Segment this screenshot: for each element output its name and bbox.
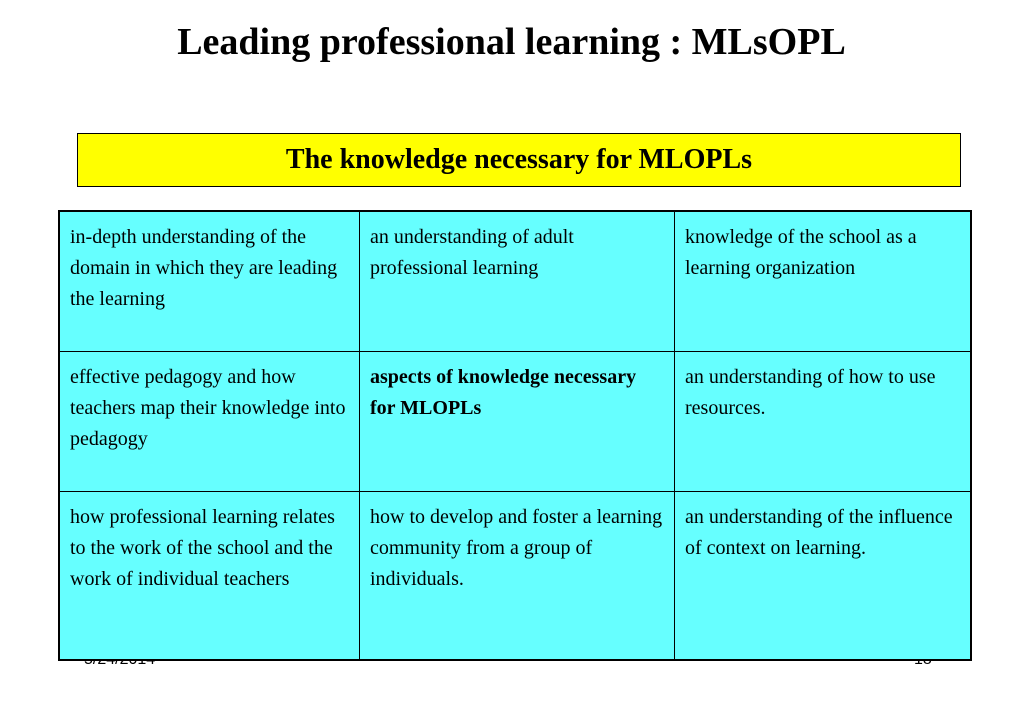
table-cell: an understanding of the influence of context on learning. [675, 492, 970, 659]
section-banner-text: The knowledge necessary for MLOPLs [285, 144, 753, 175]
table-cell: an understanding of how to use resources. [675, 352, 970, 492]
table-cell: an understanding of adult professional learning [360, 212, 675, 352]
slide-title: Leading professional learning : MLsOPL [177, 21, 846, 63]
table-cell: knowledge of the school as a learning organization [675, 212, 970, 352]
knowledge-table [58, 210, 972, 661]
table-cell: in-depth understanding of the domain in which they are leading the learning [60, 212, 360, 352]
section-banner [77, 133, 961, 187]
table-cell: how professional learning relates to the work of the school and the work of individual teachers [60, 492, 360, 659]
table-cell-center-heading: aspects of knowledge necessary for MLOPLs [360, 352, 675, 492]
table-cell: effective pedagogy and how teachers map their knowledge into pedagogy [60, 352, 360, 492]
table-cell: how to develop and foster a learning community from a group of individuals. [360, 492, 675, 659]
